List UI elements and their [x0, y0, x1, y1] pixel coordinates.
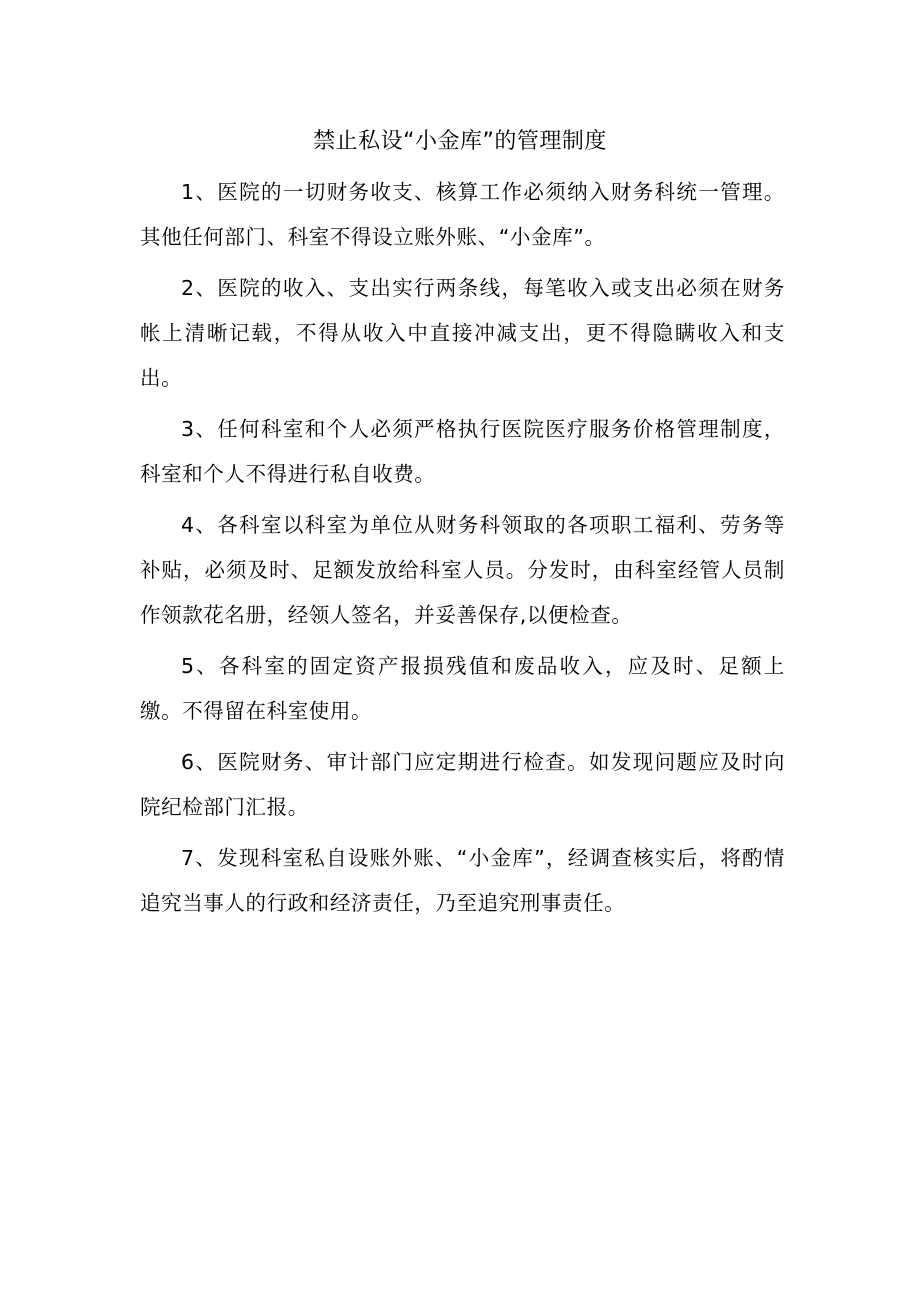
clause-2: 2、医院的收入、支出实行两条线，每笔收入或支出必须在财务帐上清晰记载，不得从收入中直接冲减支出，更不得隐瞒收入和支出。 — [140, 276, 785, 390]
document-title: 禁止私设“小金库”的管理制度 — [313, 129, 607, 154]
clause-6: 6、医院财务、审计部门应定期进行检查。如发现问题应及时向院纪检部门汇报。 — [140, 750, 785, 819]
clause-3: 3、任何科室和个人必须严格执行医院医疗服务价格管理制度，科室和个人不得进行私自收费。 — [140, 417, 785, 486]
clause-7: 7、发现科室私自设账外账、“小金库”，经调查核实后，将酌情追究当事人的行政和经济责任，乃至追究刑事责任。 — [140, 846, 785, 915]
clause-5: 5、各科室的固定资产报损残值和废品收入，应及时、足额上缴。不得留在科室使用。 — [140, 654, 785, 723]
document-body — [140, 170, 785, 932]
clause-4: 4、各科室以科室为单位从财务科领取的各项职工福利、劳务等补贴，必须及时、足额发放给科室人员。分发时，由科室经管人员制作领款花名册，经领人签名，并妥善保存,以便检查。 — [140, 513, 785, 627]
clause-1: 1、医院的一切财务收支、核算工作必须纳入财务科统一管理。其他任何部门、科室不得设立账外账、“小金库”。 — [140, 180, 785, 249]
